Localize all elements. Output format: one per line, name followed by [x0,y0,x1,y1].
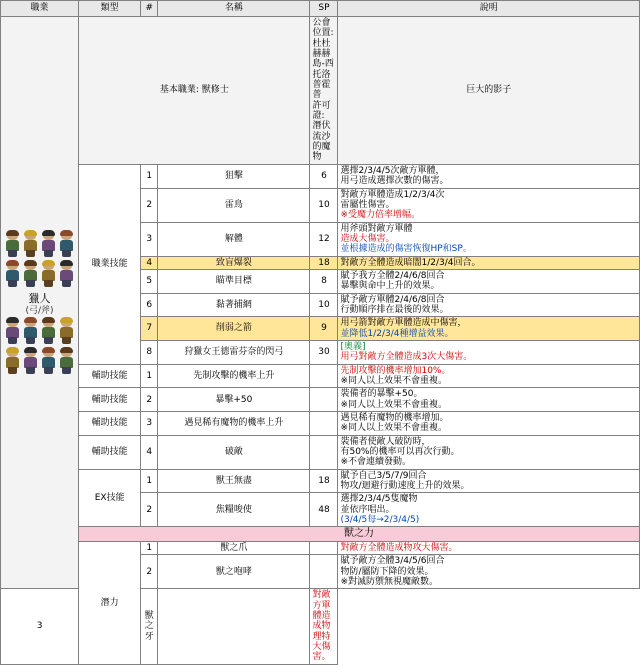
skill-name: 焦糧唆使 [158,493,310,527]
character-sprite-group [3,346,76,376]
skill-description: 對敵方全體造成暗闇1/2/3/4回合。 [338,256,640,269]
skill-number: 1 [141,541,158,554]
skill-number: 6 [141,293,158,317]
skill-category: 輔助技能 [79,364,141,388]
character-sprite [41,261,56,287]
skill-name: 遇見稀有魔物的機率上升 [158,412,310,436]
skill-number: 4 [141,256,158,269]
column-header-job: 職業 [1,1,79,17]
skill-category: 職業技能 [79,164,141,364]
skill-number: 3 [1,589,79,664]
guild-info [310,17,338,165]
skill-category: EX技能 [79,469,141,527]
skill-description: 裝備者使敵人破防時， 有50%的機率可以再次行動。 ※不會連續發動。 [338,435,640,469]
character-sprite [23,261,38,287]
skill-sp-cost [310,388,338,412]
potential-section-header-row [1,527,640,542]
skill-name: 削弱之箭 [158,317,310,341]
skill-name: 黏著捕網 [158,293,310,317]
skill-description: 遇見稀有魔物的機率增加。 ※同人以上效果不會重複。 [338,412,640,436]
skill-number: 1 [141,164,158,188]
skill-description: 賦予敵方全體3/4/5/6回合 物防/屬防下降的效果。 ※對滅防禦無視魔敵數。 [338,555,640,589]
skill-sp-cost: 30 [310,340,338,364]
character-sprite [5,261,20,287]
column-header-name: 名稱 [158,1,310,17]
skill-number: 8 [141,340,158,364]
character-sprite [59,348,74,374]
skill-description: 賦予自己3/5/7/9回合 物攻/迴避行動速度上升的效果。 [338,469,640,493]
skill-number: 2 [141,388,158,412]
character-sprite [59,231,74,257]
skill-name: 雷鳥 [158,188,310,222]
skill-name: 獸之爪 [158,541,310,554]
character-sprite [41,231,56,257]
skill-name: 獸王無盡 [158,469,310,493]
column-header-type: 類型 [79,1,141,17]
skill-sp-cost [310,364,338,388]
shadow-label: 巨大的影子 [338,17,640,165]
skill-sp-cost: 48 [310,493,338,527]
skill-sp-cost: 18 [310,469,338,493]
skill-sp-cost: 6 [310,164,338,188]
skill-name: 瞄準目標 [158,269,310,293]
skill-number: 3 [141,412,158,436]
character-sprite [41,318,56,344]
table-body [1,17,640,665]
skill-sp-cost [310,435,338,469]
character-sprite [5,318,20,344]
skill-description: 對敵方單體造成物理特大傷害。 [310,589,338,664]
skill-description: 對敵方單體造成1/2/3/4次 雷屬性傷害。 ※受魔力倍率增幅。 [338,188,640,222]
skill-description: 先制攻擊的機率增加10%。 ※同人以上效果不會重複。 [338,364,640,388]
skill-sp-cost [158,589,310,664]
skill-number: 2 [141,493,158,527]
skill-number: 3 [141,222,158,256]
skill-number: 1 [141,364,158,388]
skill-sp-cost [310,412,338,436]
skill-sp-cost [310,555,338,589]
character-sprite [23,231,38,257]
skill-number: 5 [141,269,158,293]
skill-description: 選擇2/3/4/5次敵方單體， 用弓造成選擇次數的傷害。 [338,164,640,188]
character-sprite [59,318,74,344]
skill-category: 潛力 [79,541,141,664]
table-row [1,541,640,554]
skill-name: 破敵 [158,435,310,469]
table-row [1,435,640,469]
character-sprite [5,231,20,257]
skill-name: 暴擊+50 [158,388,310,412]
table-row [1,412,640,436]
skill-name: 先制攻擊的機率上升 [158,364,310,388]
skill-description: 賦予我方全體2/4/6/8回合 暴擊與命中上升的效果。 [338,269,640,293]
character-sprite [59,261,74,287]
table-row [1,388,640,412]
skill-sp-cost: 10 [310,293,338,317]
guild-license: 許可證: 潛伏流沙的魔物 [312,100,331,163]
skill-name: 解體 [158,222,310,256]
skill-sp-cost: 9 [310,317,338,341]
character-sprite [5,348,20,374]
skill-sp-cost [310,541,338,554]
character-sprite [41,348,56,374]
skill-name: 致盲爆裂 [158,256,310,269]
skill-number: 4 [141,435,158,469]
skill-number: 7 [141,317,158,341]
character-sprite-group [3,316,76,346]
skill-description: 選擇2/3/4/5隻魔物 並依序唱出。 (3/4/5每→2/3/4/5) [338,493,640,527]
skill-description: 用斧頭對敵方單體 造成大傷害。 並根據造成的傷害恢復HP和SP。 [338,222,640,256]
skill-sp-cost: 8 [310,269,338,293]
table-row [1,364,640,388]
character-sprite [23,318,38,344]
skill-number: 2 [141,555,158,589]
job-weapon: (弓/斧) [25,305,54,316]
skill-sp-cost: 18 [310,256,338,269]
table-row [1,164,640,188]
skill-name: 獸之牙 [141,589,158,664]
basic-job-label: 基本職業: 獸修士 [79,17,310,165]
skill-category: 輔助技能 [79,435,141,469]
basic-job-row [1,17,640,165]
potential-section-title: 獸之力 [79,527,640,542]
skill-description: 裝備者的暴擊+50。 ※同人以上效果不會重複。 [338,388,640,412]
skill-number: 1 [141,469,158,493]
skill-number: 2 [141,188,158,222]
job-cell [1,17,79,589]
skill-description: 對敵方全體造成物攻大傷害。 [338,541,640,554]
column-header-description: 說明 [338,1,640,17]
skill-name: 獸之咆哮 [158,555,310,589]
skill-name: 狙擊 [158,164,310,188]
table-row [1,469,640,493]
character-sprite [23,348,38,374]
skill-description: 用弓箭對敵方單體造成中傷害， 並降低1/2/3/4種增益效果。 [338,317,640,341]
skill-sp-cost: 10 [310,188,338,222]
column-header-sp: SP [310,1,338,17]
skill-category: 輔助技能 [79,412,141,436]
skill-name: 狩獵女王德雷芬奈的閃弓 [158,340,310,364]
skill-description: [奧義] 用弓對敵方全體造成3次大傷害。 [338,340,640,364]
guild-location: 公會位置: 杜杜赫赫島-西托洛普霍普 [312,18,334,101]
character-sprite-group [3,229,76,259]
skill-description: 賦予敵方單體2/4/6/8回合 行動順序排在最後的效果。 [338,293,640,317]
column-header-num: # [141,1,158,17]
job-name: 獵人 [28,292,51,306]
skill-category: 輔助技能 [79,388,141,412]
skill-sp-cost: 12 [310,222,338,256]
character-sprite-group [3,259,76,289]
table-header-row [1,1,640,17]
